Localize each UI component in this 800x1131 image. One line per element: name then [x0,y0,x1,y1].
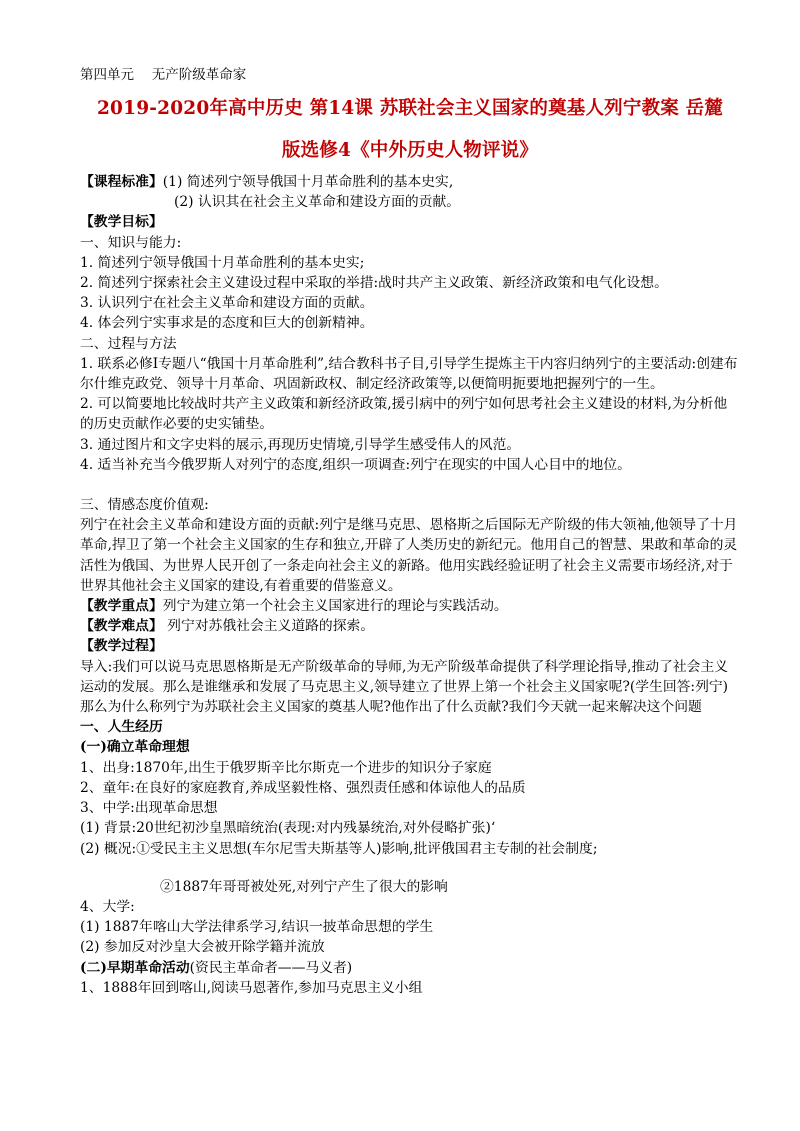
unit-heading: 第四单元 无产阶级革命家 [80,67,247,83]
line-text: 列宁为建立第一个社会主义国家进行的理论与实践活动。 [162,598,508,615]
text-line [80,192,740,212]
text-line: 2. 可以简要地比较战时共产主义政策和新经济政策,援引病中的列宁如何思考社会主义建设的材料,为分析他的历史贡献作必要的史实铺垫。 [80,396,728,433]
text-line: ②1887年哥哥被处死,对列宁产生了很大的影响 [160,878,448,895]
document-title-line-2: 版选修4《中外历史人物评说》 [281,140,539,161]
bold-label: 【课程标准】 [80,174,163,190]
text-line: 一、知识与能力: [80,234,182,251]
text-line: 3. 认识列宁在社会主义革命和建设方面的贡献。 [80,295,374,312]
text-line: 二、过程与方法 [80,335,177,352]
bold-label: 【教学重点】 [80,598,163,615]
line-text: 列宁对苏俄社会主义道路的探索。 [162,618,375,635]
text-line: 1. 联系必修Ⅰ专题八“俄国十月革命胜利”,结合教科书子目,引导学生提炼主干内容归纳列宁的主要活动:创建布尔什维克政党、领导十月革命、巩固新政权、制定经济政策等,以便简明扼要地把握列宁的一生。 [80,355,738,393]
text-line: 3、中学:出现革命思想 [80,800,218,817]
line-text: (资民主革命者——马义者) [189,959,353,976]
text-line: 1、出身:1870年,出生于俄罗斯辛比尔斯克一个进步的知识分子家庭 [80,759,492,776]
text-line: 导入:我们可以说马克思恩格斯是无产阶级革命的导师,为无产阶级革命提供了科学理论指导,推动了社会主义运动的发展。那么是谁继承和发展了马克思主义,领导建立了世界上第一个社会主义国家呢?(学生回答:列宁)那么为什么称列宁为苏联社会主义国家的奠基人呢?他作出了什么贡献?我们今天就一起来解决这个问题 [80,658,729,716]
text-line: 2. 简述列宁探索社会主义建设过程中采取的举措:战时共产主义政策、新经济政策和电气化设想。 [80,275,668,292]
document-title-line-1: 2019-2020年高中历史 第14课 苏联社会主义国家的奠基人列宁教案 岳麓 [96,98,724,119]
line-text: (2) 认识其在社会主义革命和建设方面的贡献。 [174,194,461,211]
text-line: (2) 概况:①受民主主义思想(车尔尼雪夫斯基等人)影响,批评俄国君主专制的社会制度; [80,840,598,857]
section-heading: 【教学过程】 [80,638,163,655]
body-text [80,172,740,998]
text-line [80,172,740,192]
text-line: 2、童年:在良好的家庭教育,养成坚毅性格、强烈责任感和体谅他人的品质 [80,779,526,796]
text-line: (2) 参加反对沙皇大会被开除学籍并流放 [80,939,325,956]
line-text: (1) 简述列宁领导俄国十月革命胜利的基本史实, [162,174,454,190]
text-line: 3. 通过图片和文字史料的展示,再现历史情境,引导学生感受伟人的风范。 [80,436,521,453]
text-line: 4、大学: [80,898,135,915]
text-line: 三、情感态度价值观: [80,497,209,514]
bold-label: (二)早期革命活动 [80,959,190,976]
text-line: 1. 简述列宁领导俄国十月革命胜利的基本史实; [80,254,365,271]
text-line: 4. 适当补充当今俄罗斯人对列宁的态度,组织一项调查:列宁在现实的中国人心目中的地位。 [80,456,631,473]
text-line: (1) 1887年喀山大学法律系学习,结识一披革命思想的学生 [80,919,434,936]
text-line [80,616,740,636]
text-line: (1) 背景:20世纪初沙皇黑暗统治(表现:对内残暴统治,对外侵略扩张)‘ [80,820,496,837]
bold-label: 【教学难点】 [80,618,163,635]
section-heading: (一)确立革命理想 [80,739,190,756]
section-heading: 【教学目标】 [80,214,163,231]
document-page [80,64,740,998]
text-line [80,596,740,616]
text-line [80,958,740,978]
text-line: 1、1888年回到喀山,阅读马恩著作,参加马克思主义小组 [80,979,423,996]
section-heading: 一、人生经历 [80,719,163,736]
text-line: 4. 体会列宁实事求是的态度和巨大的创新精神。 [80,315,374,332]
text-line: 列宁在社会主义革命和建设方面的贡献:列宁是继马克思、恩格斯之后国际无产阶级的伟大领袖,他领导了十月革命,捍卫了第一个社会主义国家的生存和独立,开辟了人类历史的新纪元。他用自己的智慧、果敢和革命的灵活性为俄国、为世界人民开创了一条走向社会主义的新路。他用实践经验证明了社会主义需要市场经济,对于世界其他社会主义国家的建设,有着重要的借鉴意义。 [80,517,738,594]
